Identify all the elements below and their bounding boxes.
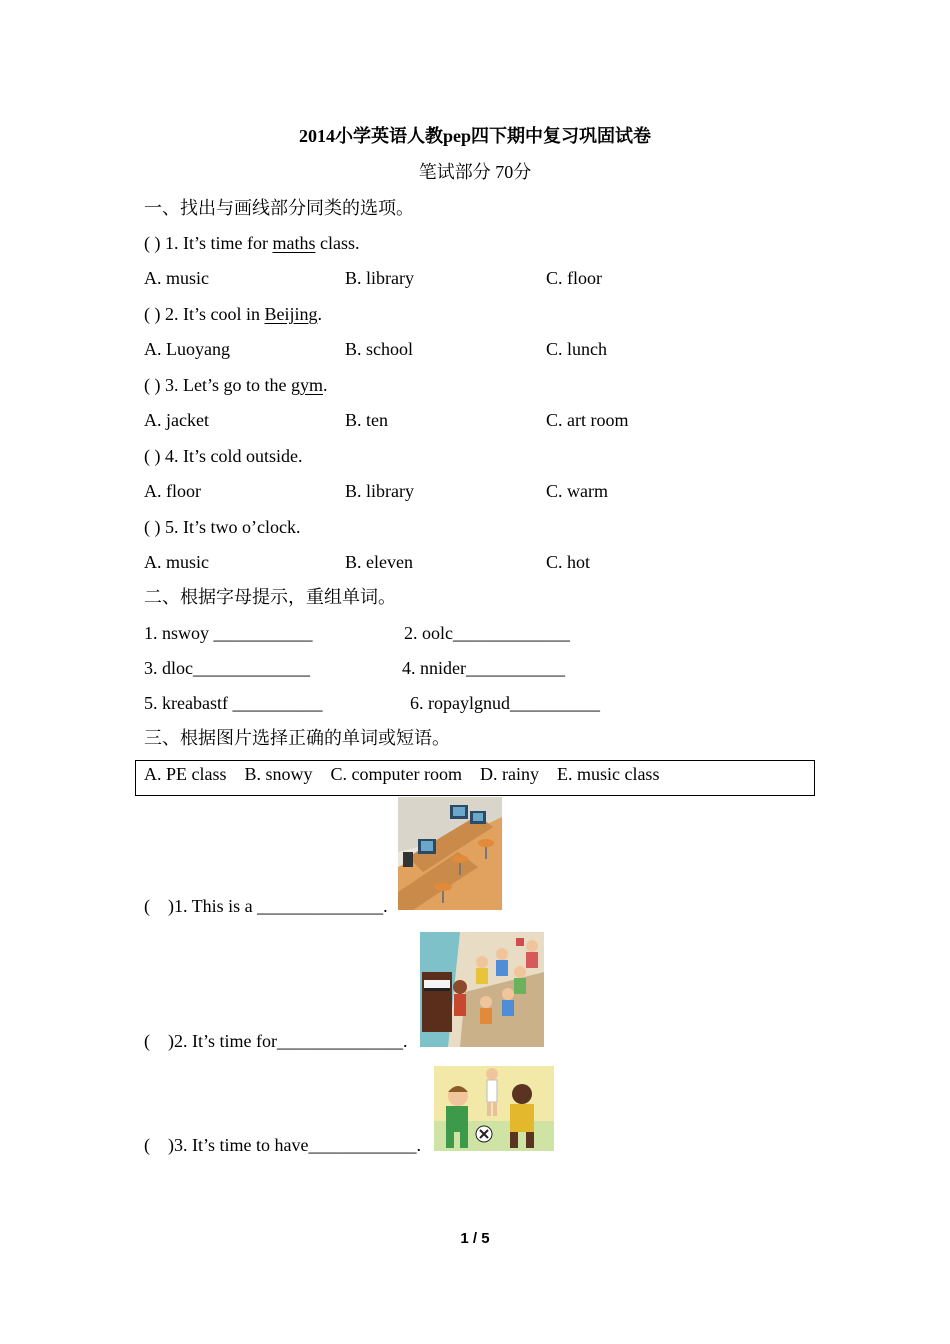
- question-1-5: ( ) 5. It’s two o’clock.: [144, 517, 301, 537]
- unscramble-item-6: 6. ropaylgnud__________: [410, 693, 600, 713]
- option-b: B. school: [345, 339, 414, 359]
- page-subtitle: 笔试部分 70分: [418, 162, 532, 182]
- option-c: C. lunch: [546, 339, 607, 359]
- option-c: C. floor: [546, 268, 602, 288]
- option-b: B. ten: [345, 410, 388, 430]
- section-3-heading: 三、根据图片选择正确的单词或短语。: [144, 728, 450, 748]
- option-a: A. jacket: [144, 410, 209, 430]
- underlined-word: maths: [272, 233, 316, 253]
- unscramble-item-3: 3. dloc_____________: [144, 658, 310, 678]
- music-class-picture: [420, 932, 544, 1047]
- question-1-4: ( ) 4. It’s cold outside.: [144, 446, 303, 466]
- option-a: A. floor: [144, 481, 201, 501]
- pe-class-picture: [434, 1066, 554, 1151]
- underlined-word: Beijing: [264, 304, 318, 324]
- option-c: C. hot: [546, 552, 591, 572]
- page-number: 1 / 5: [460, 1230, 490, 1247]
- option-a: A. music: [144, 268, 209, 288]
- word-bank-options: A. PE class B. snowy C. computer room D. rainy E. music class: [144, 764, 660, 784]
- option-a: A. music: [144, 552, 209, 572]
- question-1-1: ( ) 1. It’s time for maths class.: [144, 233, 360, 253]
- option-b: B. eleven: [345, 552, 413, 572]
- option-c: C. warm: [546, 481, 608, 501]
- unscramble-item-4: 4. nnider___________: [402, 658, 565, 678]
- option-b: B. library: [345, 481, 414, 501]
- option-b: B. library: [345, 268, 414, 288]
- question-1-3: ( ) 3. Let’s go to the gym.: [144, 375, 328, 395]
- option-c: C. art room: [546, 410, 629, 430]
- picture-question-2: ( )2. It’s time for______________.: [144, 1031, 408, 1051]
- section-2-heading: 二、根据字母提示，重组单词。: [144, 587, 396, 607]
- computer-room-picture: [398, 797, 502, 910]
- question-1-2: ( ) 2. It’s cool in Beijing.: [144, 304, 322, 324]
- unscramble-item-5: 5. kreabastf __________: [144, 693, 323, 713]
- picture-question-3: ( )3. It’s time to have____________.: [144, 1135, 421, 1155]
- page-title: 2014小学英语人教pep四下期中复习巩固试卷: [298, 126, 651, 146]
- section-1-heading: 一、找出与画线部分同类的选项。: [144, 198, 414, 218]
- underlined-word: gym: [290, 375, 323, 395]
- option-a: A. Luoyang: [144, 339, 230, 359]
- unscramble-item-2: 2. oolc_____________: [404, 623, 570, 643]
- unscramble-item-1: 1. nswoy ___________: [144, 623, 313, 643]
- picture-question-1: ( )1. This is a ______________.: [144, 896, 388, 916]
